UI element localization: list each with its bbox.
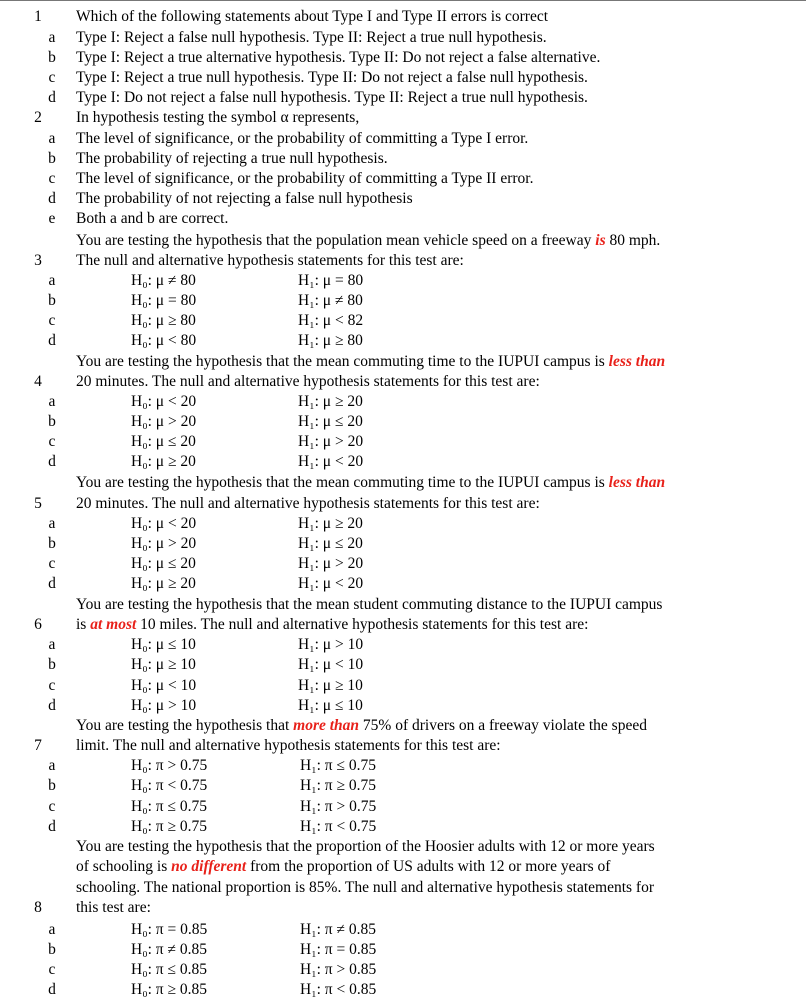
null-hypothesis: H₀: μ < 20 <box>131 515 197 532</box>
question-number: 8 <box>34 899 42 916</box>
question-number: 2 <box>34 109 42 126</box>
option-letter: b <box>48 49 56 66</box>
option-letter: c <box>48 961 56 978</box>
hypothesis-row <box>0 534 806 554</box>
option-text: The probability of rejecting a true null hypothesis. <box>76 150 388 167</box>
question-stem: You are testing the hypothesis that the mean student commuting distance to the IUPUI campus <box>76 596 663 613</box>
option-row <box>0 189 806 209</box>
option-text: Type I: Reject a false null hypothesis. Type II: Reject a true null hypothesis. <box>76 29 547 46</box>
null-hypothesis: H₀: μ ≥ 80 <box>131 312 196 329</box>
hypothesis-row <box>0 817 806 837</box>
alternative-hypothesis: H₁: μ ≥ 20 <box>298 515 363 532</box>
option-letter: a <box>48 29 56 46</box>
option-letter: a <box>48 272 56 289</box>
hypothesis-row <box>0 452 806 472</box>
stem-text: 75% of drivers on a freeway violate the speed <box>359 717 647 734</box>
option-letter: a <box>48 636 56 653</box>
alternative-hypothesis: H₁: μ > 20 <box>298 555 364 572</box>
alternative-hypothesis: H₁: μ > 20 <box>298 433 364 450</box>
stem-text: 10 miles. The null and alternative hypothesis statements for this test are: <box>136 616 589 633</box>
null-hypothesis: H₀: π ≥ 0.85 <box>131 981 207 998</box>
alternative-hypothesis: H₁: μ = 80 <box>298 272 364 289</box>
question-2 <box>0 108 806 128</box>
hypothesis-row <box>0 432 806 452</box>
option-text: The probability of not rejecting a false null hypothesis <box>76 190 413 207</box>
option-letter: d <box>48 697 56 714</box>
hypothesis-row <box>0 980 806 1000</box>
option-letter: c <box>48 677 56 694</box>
question-stem <box>76 231 660 251</box>
stem-text: of schooling is <box>76 858 172 875</box>
null-hypothesis: H₀: μ ≥ 10 <box>131 656 196 673</box>
option-row <box>0 28 806 48</box>
question-stem: Which of the following statements about Type I and Type II errors is correct <box>76 8 549 25</box>
alternative-hypothesis: H₁: π ≥ 0.75 <box>300 777 376 794</box>
option-text: Both a and b are correct. <box>76 210 229 227</box>
question-stem: You are testing the hypothesis that the proportion of the Hoosier adults with 12 or more years <box>76 838 655 855</box>
alternative-hypothesis: H₁: μ < 20 <box>298 453 364 470</box>
question-stem <box>76 615 588 635</box>
hypothesis-row <box>0 635 806 655</box>
option-row <box>0 169 806 189</box>
option-row <box>0 88 806 108</box>
option-letter: b <box>48 292 56 309</box>
hypothesis-row <box>0 271 806 291</box>
hypothesis-row <box>0 514 806 534</box>
question-4-line-1 <box>0 352 806 372</box>
option-text: Type I: Do not reject a false null hypothesis. Type II: Reject a true null hypothesis. <box>76 89 588 106</box>
emphasis-text: is <box>595 232 606 249</box>
question-6-line-1 <box>0 595 806 615</box>
option-letter: b <box>48 656 56 673</box>
question-stem: The null and alternative hypothesis statements for this test are: <box>76 252 464 269</box>
stem-text: You are testing the hypothesis that <box>76 717 294 734</box>
hypothesis-row <box>0 291 806 311</box>
question-stem: In hypothesis testing the symbol α represents, <box>76 109 360 126</box>
alternative-hypothesis: H₁: μ < 10 <box>298 656 364 673</box>
question-number: 3 <box>34 252 42 269</box>
hypothesis-row <box>0 554 806 574</box>
question-stem <box>76 857 610 877</box>
null-hypothesis: H₀: π > 0.75 <box>131 757 208 774</box>
question-stem <box>76 716 647 736</box>
hypothesis-row <box>0 960 806 980</box>
stem-text: from the proportion of US adults with 12 or more years of <box>246 858 611 875</box>
question-stem: 20 minutes. The null and alternative hypothesis statements for this test are: <box>76 373 540 390</box>
emphasis-text: no different <box>171 858 247 875</box>
hypothesis-row <box>0 676 806 696</box>
alternative-hypothesis: H₁: μ ≥ 20 <box>298 393 363 410</box>
option-letter: a <box>48 393 56 410</box>
alternative-hypothesis: H₁: π > 0.75 <box>300 798 377 815</box>
option-row <box>0 149 806 169</box>
question-8-line-1 <box>0 837 806 857</box>
option-letter: d <box>48 453 56 470</box>
option-text: The level of significance, or the probability of committing a Type I error. <box>76 130 529 147</box>
option-letter: d <box>48 190 56 207</box>
option-letter: c <box>48 433 56 450</box>
question-stem: this test are: <box>76 899 151 916</box>
option-row <box>0 209 806 229</box>
question-number: 7 <box>34 737 42 754</box>
option-letter: b <box>48 535 56 552</box>
null-hypothesis: H₀: π ≤ 0.85 <box>131 961 207 978</box>
option-letter: a <box>48 515 56 532</box>
stem-text: You are testing the hypothesis that the mean commuting time to the IUPUI campus is <box>76 474 609 491</box>
null-hypothesis: H₀: μ > 20 <box>131 413 197 430</box>
null-hypothesis: H₀: μ ≤ 20 <box>131 555 196 572</box>
null-hypothesis: H₀: π ≥ 0.75 <box>131 818 207 835</box>
null-hypothesis: H₀: μ ≥ 20 <box>131 453 196 470</box>
top-rule <box>0 0 806 1</box>
null-hypothesis: H₀: μ = 80 <box>131 292 197 309</box>
hypothesis-row <box>0 392 806 412</box>
alternative-hypothesis: H₁: π < 0.75 <box>300 818 377 835</box>
option-letter: c <box>48 312 56 329</box>
option-letter: d <box>48 332 56 349</box>
option-letter: a <box>48 921 56 938</box>
option-letter: b <box>48 413 56 430</box>
null-hypothesis: H₀: μ ≤ 10 <box>131 636 196 653</box>
option-letter: a <box>48 130 56 147</box>
emphasis-text: less than <box>608 474 666 491</box>
null-hypothesis: H₀: μ ≠ 80 <box>131 272 196 289</box>
option-letter: d <box>48 575 56 592</box>
hypothesis-row <box>0 696 806 716</box>
stem-text: You are testing the hypothesis that the mean commuting time to the IUPUI campus is <box>76 353 609 370</box>
option-letter: c <box>48 798 56 815</box>
question-7-line-2 <box>0 736 806 756</box>
option-letter: d <box>48 89 56 106</box>
null-hypothesis: H₀: π < 0.75 <box>131 777 208 794</box>
null-hypothesis: H₀: π ≠ 0.85 <box>131 941 207 958</box>
question-number: 6 <box>34 616 42 633</box>
alternative-hypothesis: H₁: μ ≥ 10 <box>298 677 363 694</box>
option-letter: d <box>48 981 56 998</box>
hypothesis-row <box>0 412 806 432</box>
question-5-line-1 <box>0 473 806 493</box>
question-stem <box>76 352 665 372</box>
question-3-line-1 <box>0 231 806 251</box>
hypothesis-row <box>0 574 806 594</box>
question-8-line-4 <box>0 898 806 918</box>
hypothesis-row <box>0 940 806 960</box>
question-stem <box>76 473 665 493</box>
option-text: The level of significance, or the probability of committing a Type II error. <box>76 170 534 187</box>
alternative-hypothesis: H₁: π > 0.85 <box>300 961 377 978</box>
question-4-line-2 <box>0 372 806 392</box>
emphasis-text: at most <box>90 616 137 633</box>
option-letter: b <box>48 777 56 794</box>
alternative-hypothesis: H₁: π = 0.85 <box>300 941 377 958</box>
option-row <box>0 68 806 88</box>
question-1 <box>0 7 806 27</box>
hypothesis-row <box>0 797 806 817</box>
alternative-hypothesis: H₁: π ≤ 0.75 <box>300 757 376 774</box>
question-7-line-1 <box>0 716 806 736</box>
option-letter: c <box>48 170 56 187</box>
question-number: 1 <box>34 8 42 25</box>
option-letter: c <box>48 555 56 572</box>
question-8-line-2 <box>0 857 806 877</box>
stem-text: is <box>76 616 91 633</box>
question-6-line-2 <box>0 615 806 635</box>
hypothesis-row <box>0 756 806 776</box>
alternative-hypothesis: H₁: μ ≠ 80 <box>298 292 363 309</box>
option-row <box>0 48 806 68</box>
alternative-hypothesis: H₁: μ ≥ 80 <box>298 332 363 349</box>
question-stem: 20 minutes. The null and alternative hypothesis statements for this test are: <box>76 495 540 512</box>
alternative-hypothesis: H₁: μ > 10 <box>298 636 364 653</box>
alternative-hypothesis: H₁: μ ≤ 20 <box>298 413 363 430</box>
option-letter: b <box>48 150 56 167</box>
option-letter: c <box>48 69 56 86</box>
emphasis-text: more than <box>293 717 360 734</box>
alternative-hypothesis: H₁: π ≠ 0.85 <box>300 921 376 938</box>
stem-text: You are testing the hypothesis that the population mean vehicle speed on a freeway <box>76 232 596 249</box>
question-number: 4 <box>34 373 42 390</box>
option-text: Type I: Reject a true alternative hypothesis. Type II: Do not reject a false alternative. <box>76 49 601 66</box>
alternative-hypothesis: H₁: π < 0.85 <box>300 981 377 998</box>
null-hypothesis: H₀: μ < 80 <box>131 332 197 349</box>
hypothesis-row <box>0 331 806 351</box>
option-letter: d <box>48 818 56 835</box>
option-row <box>0 129 806 149</box>
hypothesis-row <box>0 311 806 331</box>
emphasis-text: less than <box>608 353 666 370</box>
question-stem: limit. The null and alternative hypothesis statements for this test are: <box>76 737 501 754</box>
alternative-hypothesis: H₁: μ ≤ 20 <box>298 535 363 552</box>
alternative-hypothesis: H₁: μ ≤ 10 <box>298 697 363 714</box>
null-hypothesis: H₀: μ > 10 <box>131 697 197 714</box>
stem-text: 80 mph. <box>605 232 661 249</box>
option-letter: b <box>48 941 56 958</box>
null-hypothesis: H₀: μ ≥ 20 <box>131 575 196 592</box>
option-text: Type I: Reject a true null hypothesis. Type II: Do not reject a false null hypothesis. <box>76 69 588 86</box>
null-hypothesis: H₀: π = 0.85 <box>131 921 208 938</box>
question-number: 5 <box>34 495 42 512</box>
hypothesis-row <box>0 655 806 675</box>
question-stem: schooling. The national proportion is 85%. The null and alternative hypothesis statements for <box>76 879 654 896</box>
option-letter: a <box>48 757 56 774</box>
null-hypothesis: H₀: μ < 10 <box>131 677 197 694</box>
null-hypothesis: H₀: μ < 20 <box>131 393 197 410</box>
alternative-hypothesis: H₁: μ < 20 <box>298 575 364 592</box>
hypothesis-row <box>0 920 806 940</box>
question-3-line-2 <box>0 251 806 271</box>
null-hypothesis: H₀: π ≤ 0.75 <box>131 798 207 815</box>
hypothesis-row <box>0 776 806 796</box>
null-hypothesis: H₀: μ ≤ 20 <box>131 433 196 450</box>
alternative-hypothesis: H₁: μ < 82 <box>298 312 364 329</box>
null-hypothesis: H₀: μ > 20 <box>131 535 197 552</box>
question-8-line-3 <box>0 878 806 898</box>
question-5-line-2 <box>0 494 806 514</box>
option-letter: e <box>48 210 56 227</box>
